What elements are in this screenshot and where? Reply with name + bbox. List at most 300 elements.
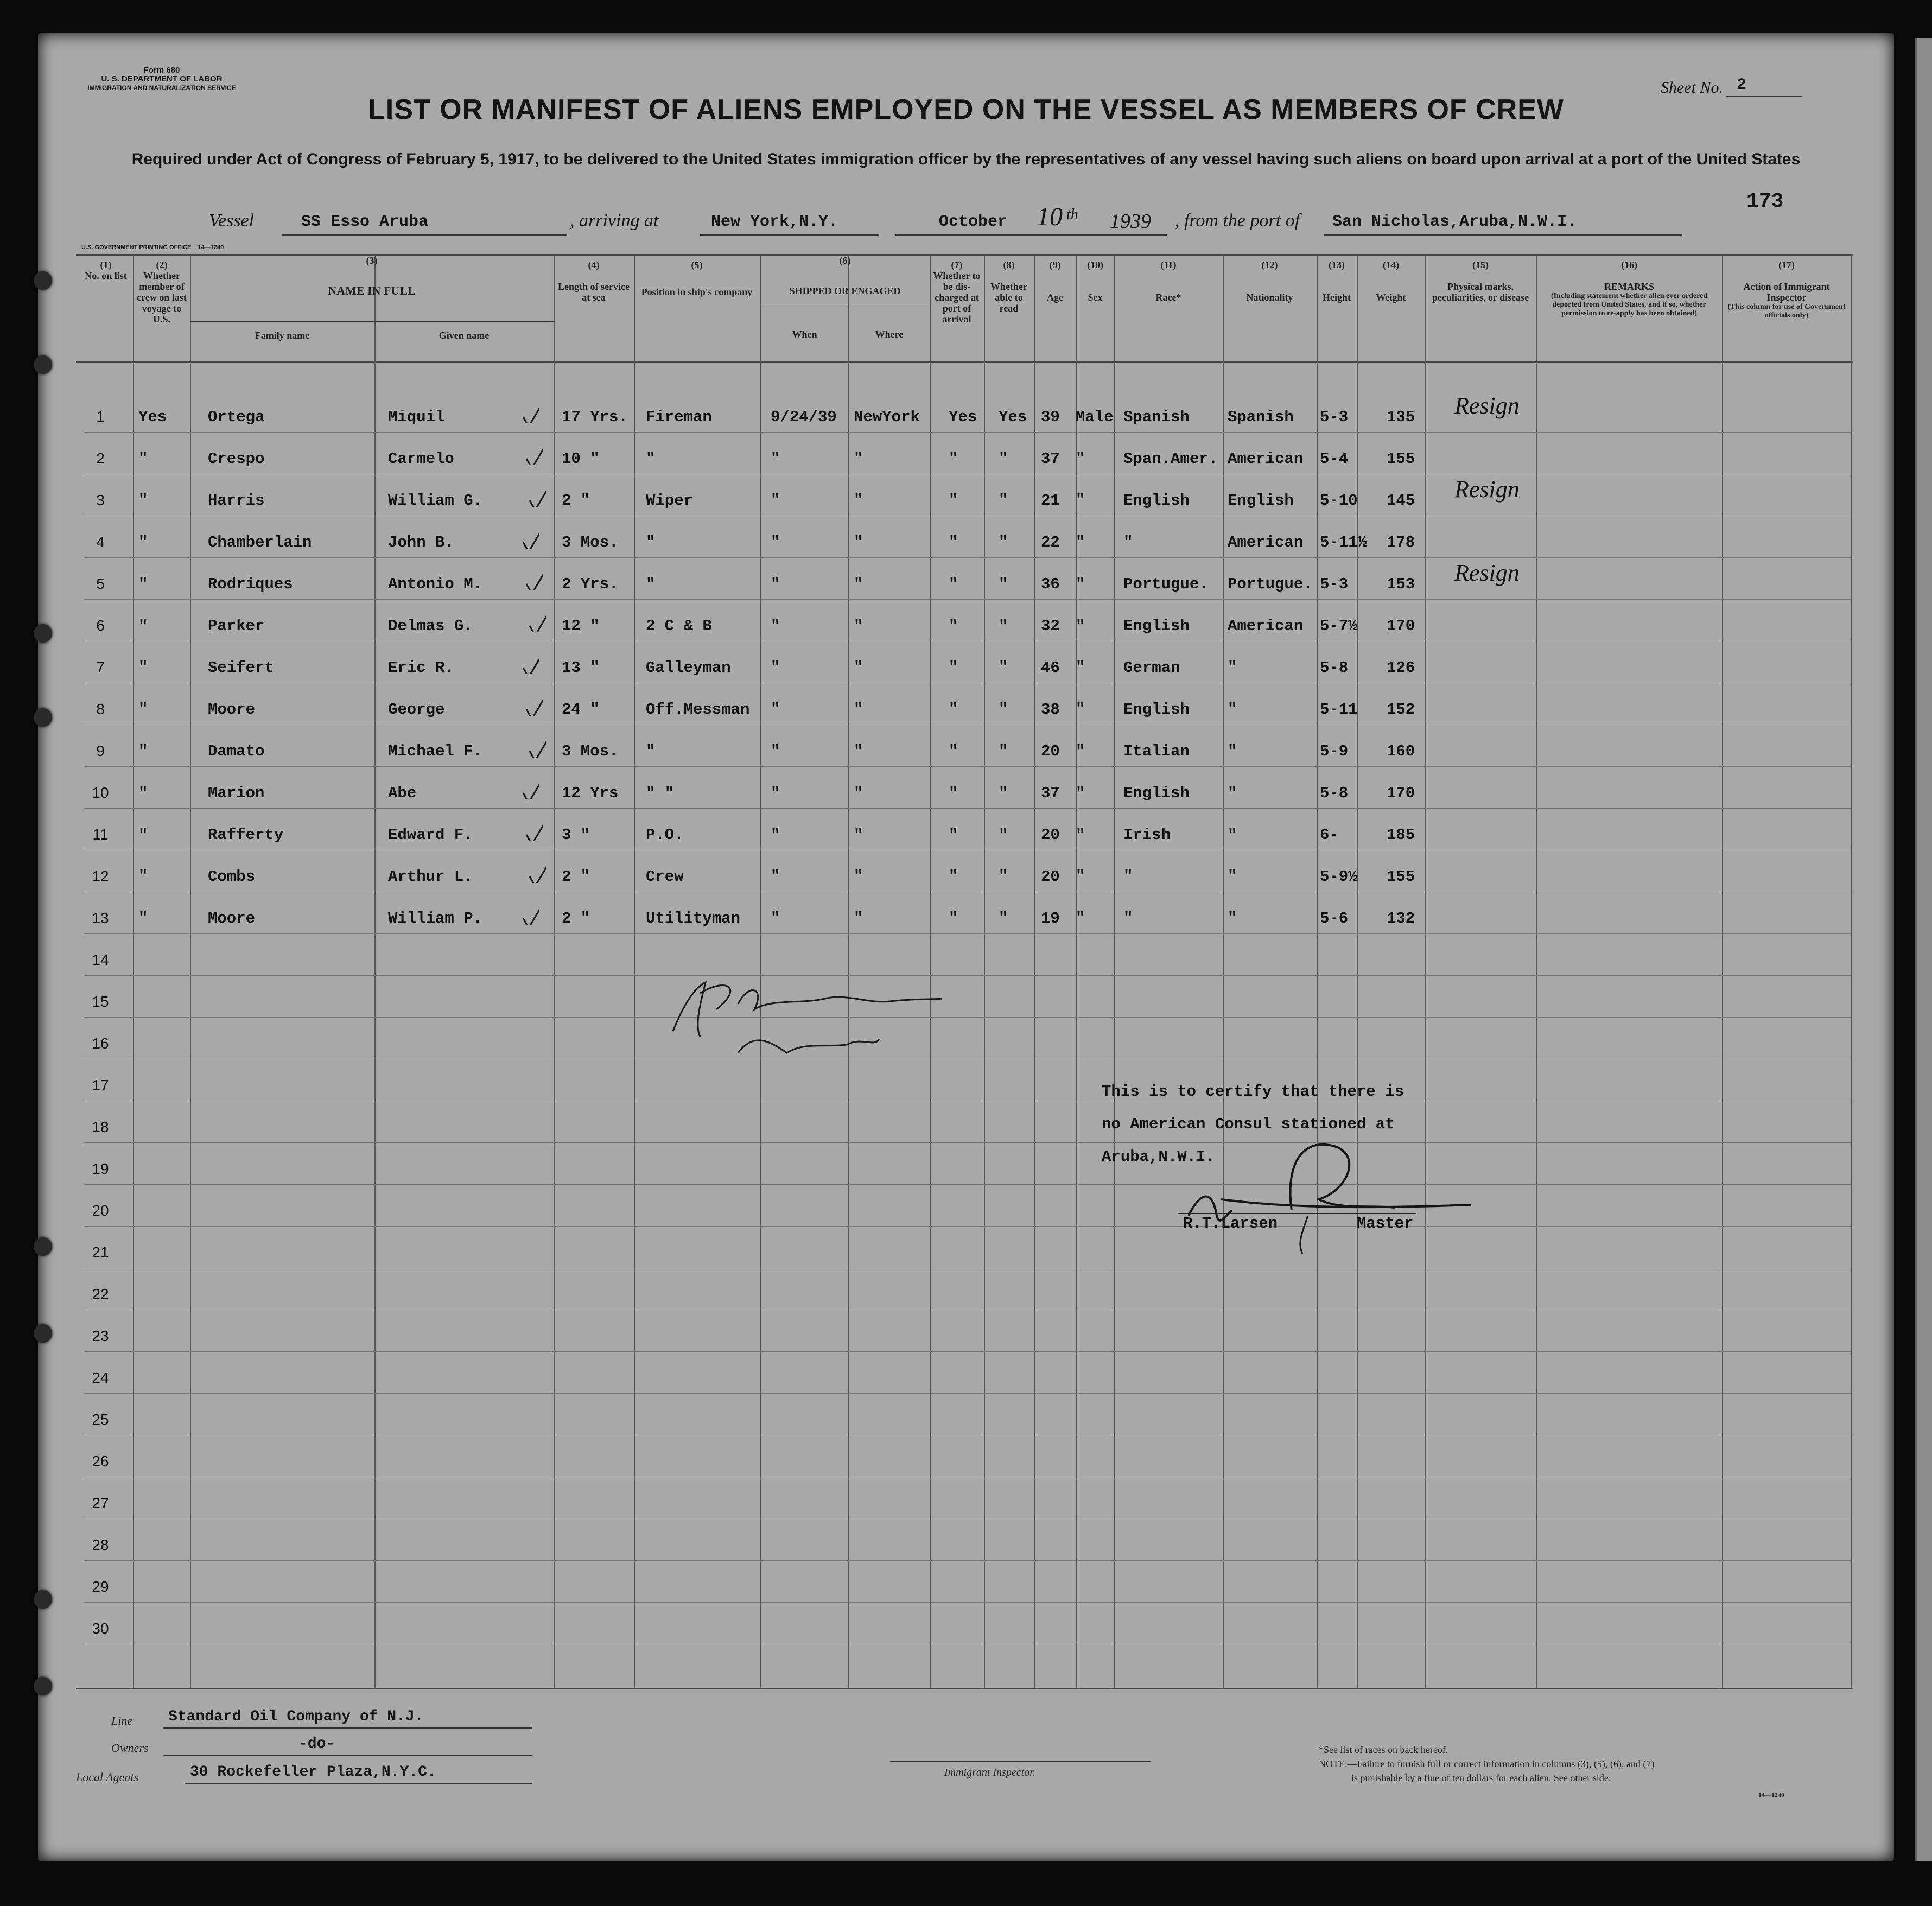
race-cell: Spanish [1123,408,1190,426]
arriving-label: , arriving at [570,211,659,231]
race-cell: English [1123,701,1190,719]
nationality-cell: American [1228,533,1304,551]
sex-cell: " [1076,784,1085,802]
height-cell: 5-6 [1320,910,1349,927]
height-cell: 5-11½ [1320,533,1368,551]
local-agents-label: Local Agents [76,1770,139,1784]
certificate-line-3: Aruba,N.W.I. [1102,1148,1215,1166]
given-name-header: Given name [438,330,490,341]
physical-marks-remark: Resign [1454,560,1520,586]
family-name-cell: Moore [208,910,256,927]
shipped-when-cell: " [771,492,780,510]
service-length-cell: 3 Mos. [562,533,619,551]
position-cell: Utilityman [646,910,741,927]
page-stamp: 173 [1746,190,1784,213]
column-divider [1722,255,1723,1688]
master-signature [1167,1129,1482,1259]
discharge-cell: " [949,617,958,635]
nationality-cell: Spanish [1228,408,1294,426]
row-line [84,808,1851,809]
punch-hole [34,1590,52,1609]
row-number: 7 [96,659,105,676]
date-underline [895,234,1167,236]
family-name-cell: Marion [208,784,265,802]
age-cell: 37 [1041,784,1060,802]
family-name-cell: Moore [208,701,256,719]
age-cell: 20 [1041,826,1060,844]
able-to-read-cell: Yes [999,408,1027,426]
checkmark-icon [528,480,546,507]
given-name-cell: Eric R. [388,659,454,677]
sex-cell: Male [1076,408,1114,426]
family-name-cell: Ortega [208,408,265,426]
physical-marks-remark: Resign [1454,476,1520,503]
row-line [84,1393,1851,1394]
col3-header: (3) NAME IN FULL [328,255,416,297]
age-cell: 20 [1041,742,1060,760]
row-number: 22 [92,1286,109,1303]
row-line [84,557,1851,558]
sex-cell: " [1076,868,1085,886]
inspector-sign-line [890,1761,1151,1762]
service-length-cell: 17 Yrs. [562,408,628,426]
footnote-penalty-1: NOTE.—Failure to furnish full or correct information in columns (3), (5), (6), and (7) [1319,1758,1655,1769]
service-length-cell: 2 " [562,910,590,927]
punch-hole [34,1677,52,1695]
shipping-line: Standard Oil Company of N.J. [168,1708,424,1725]
shipped-where-cell: " [854,742,863,760]
shipped-when-cell: " [771,450,780,468]
row-number: 16 [92,1035,109,1052]
col6-header: (6) SHIPPED OR ENGAGED [789,255,901,296]
race-cell: Irish [1123,826,1171,844]
race-cell: Span.Amer. [1123,450,1218,468]
paper-edge [1915,38,1932,1861]
master-name: R.T.Larsen [1183,1215,1278,1232]
race-cell: " [1123,533,1133,551]
weight-cell: 178 [1387,533,1415,551]
nationality-cell: " [1228,784,1237,802]
column-divider [1536,255,1537,1688]
row-number: 18 [92,1119,109,1135]
shipped-where-cell: " [854,617,863,635]
col7-header: (7) Whether to be dis-charged at port of arrival [933,259,981,325]
family-name-cell: Chamberlain [208,533,312,551]
arrival-year: 1939 [1110,210,1151,233]
shipped-when-header: When [792,329,817,340]
owners-label: Owners [111,1741,149,1755]
age-cell: 37 [1041,450,1060,468]
crew-status-cell: " [138,701,148,719]
given-name-cell: Michael F. [388,742,483,760]
height-cell: 5-4 [1320,450,1349,468]
shipped-when-cell: " [771,533,780,551]
column-divider [1357,255,1358,1688]
row-number: 17 [92,1077,109,1094]
arrival-month: October [939,213,1008,231]
position-cell: " [646,533,656,551]
checkmark-icon [521,772,539,799]
sheet-number: 2 [1737,76,1747,94]
row-number: 9 [96,742,105,759]
local-agents-value: 30 Rockefeller Plaza,N.Y.C. [190,1764,436,1781]
given-name-cell: Carmelo [388,450,454,468]
inspector-signature-text [738,933,741,934]
master-role: Master [1357,1215,1414,1232]
shipped-where-cell: " [854,659,863,677]
shipped-where-cell: " [854,868,863,886]
col13-header: (13) Height [1323,259,1351,303]
age-cell: 39 [1041,408,1060,426]
column-divider [374,255,376,1688]
column-divider [1223,255,1224,1688]
able-to-read-cell: " [999,701,1008,719]
shipped-when-cell: " [771,575,780,593]
discharge-cell: Yes [949,408,977,426]
row-number: 30 [92,1620,109,1637]
footnote-penalty-2: is punishable by a fine of ten dollars for each alien. See other side. [1351,1772,1611,1783]
given-name-cell: William P. [388,910,483,927]
position-cell: Galleyman [646,659,731,677]
from-port-label: , from the port of [1175,211,1300,231]
able-to-read-cell: " [999,742,1008,760]
race-cell: Portugue. [1123,575,1209,593]
crew-status-cell: " [138,492,148,510]
position-cell: P.O. [646,826,684,844]
able-to-read-cell: " [999,910,1008,927]
checkmark-icon [521,396,539,423]
row-number: 20 [92,1202,109,1219]
owners-value: -do- [298,1736,335,1752]
master-signature-line [1178,1213,1416,1214]
origin-underline [1324,234,1682,236]
col8-header: (8) Whether able to read [990,259,1027,314]
col14-header: (14) Weight [1376,259,1406,303]
row-number: 19 [92,1160,109,1177]
certificate-line-2: no American Consul stationed at [1102,1115,1395,1133]
race-cell: Italian [1123,742,1190,760]
arrival-day-suffix: th [1066,206,1078,223]
able-to-read-cell: " [999,826,1008,844]
checkmark-icon [524,438,543,465]
height-cell: 6- [1320,826,1339,844]
row-number: 25 [92,1411,109,1428]
given-name-cell: Arthur L. [388,868,473,886]
row-number: 28 [92,1536,109,1553]
service-length-cell: 24 " [562,701,600,719]
owners-underline [163,1755,532,1756]
nationality-cell: Portugue. [1228,575,1313,593]
certificate-line-1: This is to certify that there is [1102,1083,1404,1101]
col12-header: (12) Nationality [1246,259,1293,303]
crew-status-cell: " [138,617,148,635]
position-cell: Off.Messman [646,701,750,719]
vessel-name: SS Esso Aruba [301,213,429,231]
row-line [84,599,1851,600]
family-name-cell: Seifert [208,659,274,677]
crew-status-cell: " [138,742,148,760]
header-bottom-border [76,361,1853,363]
name-subheader-line [190,321,554,322]
able-to-read-cell: " [999,868,1008,886]
row-number: 15 [92,993,109,1010]
position-cell: " [646,450,656,468]
vessel-label: Vessel [209,211,255,231]
shipped-when-cell: 9/24/39 [771,408,837,426]
weight-cell: 160 [1387,742,1415,760]
department-name: U. S. DEPARTMENT OF LABOR [101,74,223,84]
shipped-where-cell: " [854,826,863,844]
age-cell: 36 [1041,575,1060,593]
sex-cell: " [1076,659,1085,677]
checkmark-icon [528,605,546,632]
position-cell: 2 C & B [646,617,712,635]
position-cell: " " [646,784,675,802]
able-to-read-cell: " [999,575,1008,593]
column-divider [1034,255,1035,1688]
weight-cell: 132 [1387,910,1415,927]
form-number: Form 680 [143,66,180,75]
discharge-cell: " [949,826,958,844]
service-length-cell: 13 " [562,659,600,677]
row-number: 6 [96,617,105,634]
sex-cell: " [1076,533,1085,551]
family-name-cell: Rafferty [208,826,284,844]
line-underline [163,1727,532,1729]
discharge-cell: " [949,868,958,886]
column-divider [554,255,555,1688]
weight-cell: 155 [1387,450,1415,468]
col15-header: (15) Physical marks, peculiarities, or disease [1432,259,1529,303]
family-name-cell: Rodriques [208,575,293,593]
service-length-cell: 10 " [562,450,600,468]
row-line [84,1017,1851,1018]
table-bottom-border [76,1688,1853,1689]
shipped-where-cell: " [854,784,863,802]
row-line [84,1351,1851,1352]
weight-cell: 170 [1387,617,1415,635]
service-length-cell: 2 Yrs. [562,575,619,593]
vessel-underline [282,234,567,236]
row-number: 26 [92,1453,109,1470]
shipped-when-cell: " [771,742,780,760]
family-name-cell: Combs [208,868,256,886]
age-cell: 22 [1041,533,1060,551]
row-number: 5 [96,575,105,592]
row-number: 10 [92,784,109,801]
column-divider [190,255,191,1688]
form-id [69,66,254,92]
shipped-where-cell: " [854,910,863,927]
weight-cell: 185 [1387,826,1415,844]
position-cell: Fireman [646,408,712,426]
row-line [84,1226,1851,1227]
weight-cell: 153 [1387,575,1415,593]
crew-status-cell: " [138,450,148,468]
nationality-cell: " [1228,701,1237,719]
given-name-cell: Abe [388,784,417,802]
race-cell: German [1123,659,1180,677]
discharge-cell: " [949,701,958,719]
height-cell: 5-7½ [1320,617,1358,635]
shipped-where-header: Where [875,329,904,340]
crew-status-cell: " [138,784,148,802]
arrival-port: New York,N.Y. [711,213,838,231]
shipped-when-cell: " [771,617,780,635]
shipped-divider [848,304,849,362]
service-name: IMMIGRATION AND NATURALIZATION SERVICE [87,84,236,92]
family-name-cell: Damato [208,742,265,760]
col5-header: (5) Position in ship's company [641,259,753,297]
nationality-cell: English [1228,492,1294,510]
col1-header: (1) No. on list [85,259,127,281]
weight-cell: 152 [1387,701,1415,719]
column-divider [1317,255,1318,1688]
checkmark-icon [521,647,539,674]
col4-header: (4) Length of service at sea [558,259,630,303]
arrival-day: 10 [1037,202,1063,231]
arrival-underline [700,234,879,236]
given-name-cell: John B. [388,533,454,551]
discharge-cell: " [949,659,958,677]
checkmark-icon [521,522,539,549]
family-name-cell: Crespo [208,450,265,468]
shipped-when-cell: " [771,701,780,719]
given-name-cell: Edward F. [388,826,473,844]
given-name-cell: William G. [388,492,483,510]
family-name-header: Family name [255,330,310,341]
age-cell: 20 [1041,868,1060,886]
row-number: 23 [92,1327,109,1344]
weight-cell: 135 [1387,408,1415,426]
line-label: Line [111,1714,133,1727]
shipped-when-cell: " [771,659,780,677]
row-line [84,1602,1851,1603]
discharge-cell: " [949,533,958,551]
crew-status-cell: Yes [138,408,167,426]
row-line [84,1184,1851,1185]
sex-cell: " [1076,617,1085,635]
sex-cell: " [1076,742,1085,760]
given-name-cell: Delmas G. [388,617,473,635]
punch-hole [34,708,52,727]
weight-cell: 145 [1387,492,1415,510]
row-number: 24 [92,1369,109,1386]
column-divider [984,255,985,1688]
service-length-cell: 2 " [562,492,590,510]
column-divider [1851,255,1852,1688]
checkmark-icon [524,814,543,841]
row-number: 21 [92,1244,109,1261]
age-cell: 32 [1041,617,1060,635]
sex-cell: " [1076,910,1085,927]
row-number: 27 [92,1495,109,1511]
height-cell: 5-3 [1320,408,1349,426]
row-number: 4 [96,533,105,550]
discharge-cell: " [949,910,958,927]
height-cell: 5-8 [1320,784,1349,802]
age-cell: 38 [1041,701,1060,719]
age-cell: 19 [1041,910,1060,927]
row-line [84,432,1851,433]
race-cell: " [1123,910,1133,927]
col16-header: (16) REMARKS (Including statement whether alien ever ordered deported from United States, and if so, whether permission to re-apply has been obtained) [1550,259,1708,317]
position-cell: Wiper [646,492,694,510]
row-number: 1 [96,408,105,425]
shipped-where-cell: " [854,701,863,719]
column-divider [1114,255,1115,1688]
service-length-cell: 2 " [562,868,590,886]
weight-cell: 155 [1387,868,1415,886]
row-number: 3 [96,492,105,509]
shipped-where-cell: " [854,575,863,593]
height-cell: 5-3 [1320,575,1349,593]
shipped-where-cell: NewYork [854,408,920,426]
row-number: 29 [92,1578,109,1595]
position-cell: " [646,575,656,593]
checkmark-icon [528,856,546,883]
nationality-cell: " [1228,910,1237,927]
crew-status-cell: " [138,910,148,927]
punch-hole [34,271,52,290]
column-divider [1425,255,1426,1688]
able-to-read-cell: " [999,617,1008,635]
footer-code: 14—1240 [1758,1791,1784,1799]
row-line [84,1560,1851,1561]
shipped-when-cell: " [771,826,780,844]
row-line [84,933,1851,934]
row-line [84,1142,1851,1143]
shipped-where-cell: " [854,492,863,510]
position-cell: Crew [646,868,684,886]
position-cell: " [646,742,656,760]
column-divider [634,255,635,1688]
height-cell: 5-10 [1320,492,1358,510]
discharge-cell: " [949,450,958,468]
able-to-read-cell: " [999,659,1008,677]
shipped-where-cell: " [854,533,863,551]
race-cell: English [1123,492,1190,510]
discharge-cell: " [949,784,958,802]
col11-header: (11) Race* [1155,259,1181,303]
family-name-cell: Parker [208,617,265,635]
document-title: LIST OR MANIFEST OF ALIENS EMPLOYED ON THE VESSEL AS MEMBERS OF CREW [368,94,1564,125]
able-to-read-cell: " [999,450,1008,468]
shipped-when-cell: " [771,868,780,886]
row-number: 12 [92,868,109,885]
nationality-cell: " [1228,742,1237,760]
punch-hole [34,355,52,374]
able-to-read-cell: " [999,784,1008,802]
col17-header: (17) Action of Immigrant Inspector (This column for use of Government officials only) [1727,259,1846,320]
service-length-cell: 12 " [562,617,600,635]
checkmark-icon [524,563,543,590]
immigrant-inspector-label: Immigrant Inspector. [944,1767,1035,1778]
document-subtitle: Required under Act of Congress of February 5, 1917, to be delivered to the United States immigration officer by the representatives of any vessel having such aliens on board upon arrival at a port of the United States [131,150,1801,168]
shipped-where-cell: " [854,450,863,468]
col9-header: (9) Age [1047,259,1063,303]
nationality-cell: " [1228,868,1237,886]
nationality-cell: " [1228,659,1237,677]
sex-cell: " [1076,492,1085,510]
sex-cell: " [1076,575,1085,593]
checkmark-icon [524,689,543,716]
nationality-cell: American [1228,450,1304,468]
row-number: 2 [96,450,105,467]
footnote-races: *See list of races on back hereof. [1319,1744,1448,1755]
crew-status-cell: " [138,659,148,677]
race-cell: English [1123,617,1190,635]
